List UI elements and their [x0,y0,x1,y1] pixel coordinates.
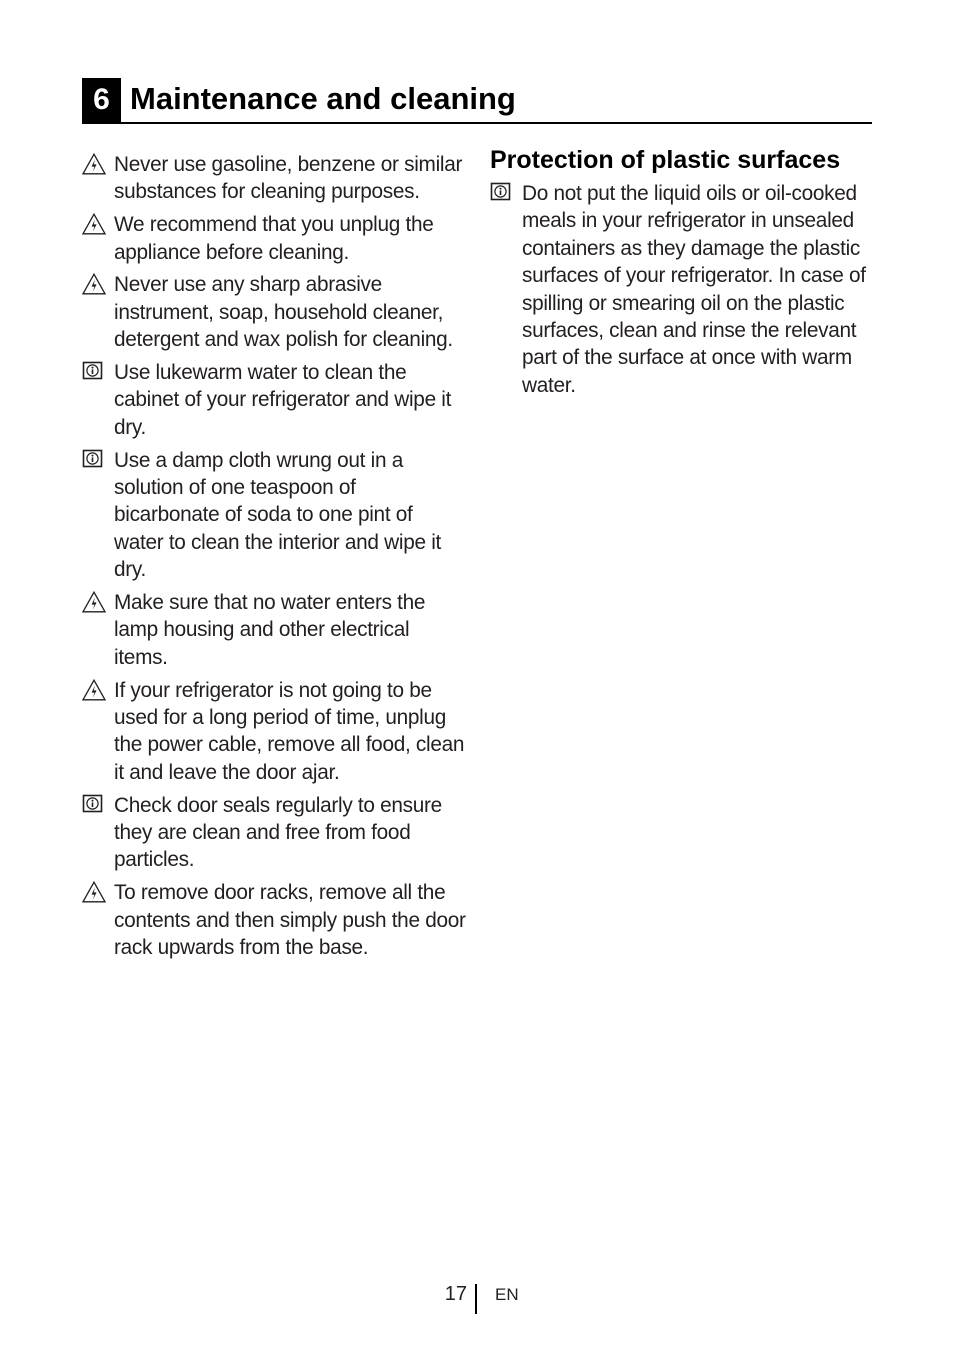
note-item [82,359,466,441]
warning-icon [82,591,106,613]
warning-icon [82,679,106,701]
warning-icon [82,273,106,295]
note-text: Use lukewarm water to clean the cabinet of your refrigerator and wipe it dry. [114,361,452,439]
right-column [490,146,878,405]
info-icon [490,182,514,204]
warning-icon [82,213,106,235]
right-notes-list [490,180,878,399]
page-footer [0,1280,954,1316]
footer-divider [475,1284,477,1314]
note-text: Check door seals regularly to ensure they are clean and free from food particles. [114,793,442,872]
note-item [82,271,466,353]
note-text: Make sure that no water enters the lamp housing and other electrical items. [114,591,426,669]
section-header [82,78,872,124]
section-number: 6 [82,78,121,122]
note-text: To remove door racks, remove all the contents and then simply push the door rack upwards from the base. [114,881,466,960]
note-text: Use a damp cloth wrung out in a solution of one teaspoon of bicarbonate of soda to one pint of water to clean the interior and wipe it dry. [114,448,442,582]
note-text: Do not put the liquid oils or oil-cooked meals in your refrigerator in unsealed containers as they damage the plastic surfaces of your refrigerator. In case of spilling or smearing oil on the plastic surfaces, clean and rinse the relevant part of the surface at once with warm water. [522,182,866,397]
info-icon [82,449,106,471]
note-item [82,447,466,584]
note-item [82,677,466,787]
note-item [82,792,466,874]
note-text: Never use gasoline, benzene or similar substances for cleaning purposes. [114,153,463,204]
warning-icon [82,153,106,175]
note-item [490,180,878,399]
note-text: If your refrigerator is not going to be used for a long period of time, unplug the power cable, remove all food, clean it and leave the door ajar. [114,678,465,784]
note-text: We recommend that you unplug the appliance before cleaning. [114,213,434,264]
note-item [82,151,466,206]
warning-icon [82,881,106,903]
note-text: Never use any sharp abrasive instrument, soap, household cleaner, detergent and wax polish for cleaning. [114,273,453,352]
section-title: Maintenance and cleaning [130,81,516,116]
info-icon [82,794,106,816]
note-item [82,589,466,671]
left-column [82,151,466,967]
note-item [82,211,466,266]
note-item [82,879,466,961]
page-number: 17 [444,1283,467,1305]
info-icon [82,361,106,383]
language-code: EN [495,1285,519,1304]
subsection-heading: Protection of plastic surfaces [490,146,841,174]
